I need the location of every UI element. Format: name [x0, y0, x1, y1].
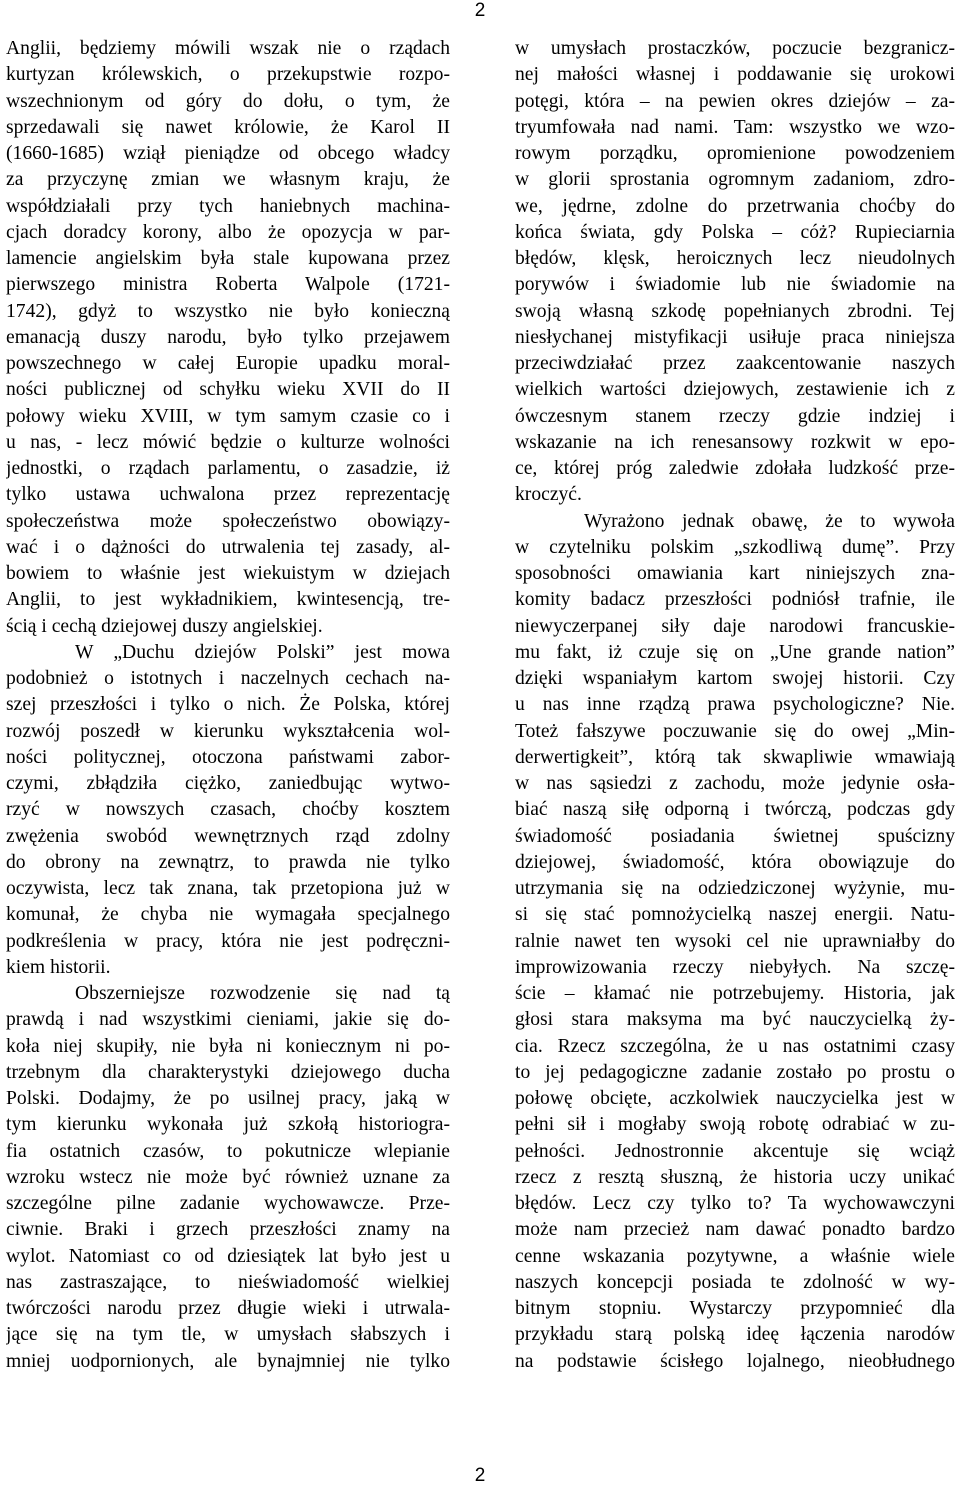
text-line: sprzedawali się nawet królowie, że Karol II	[6, 116, 450, 138]
text-line: ności politycznej, otoczona państwami zabor-	[6, 746, 450, 768]
text-line: w umysłach prostaczków, poczucie bezgranicz-	[515, 38, 955, 59]
text-line: prawdą i nad wszystkimi cieniami, jakie się do-	[6, 1009, 450, 1031]
text-line: szej przeszłości i tylko o nich. Że Polska, której	[6, 694, 450, 716]
text-line: mu fakt, iż czuje się on „Une grande nation”	[515, 641, 955, 663]
text-line: ności publicznej od schyłku wieku XVII do II	[6, 379, 450, 401]
text-line: błędów, klęsk, heroicznych lecz nieudolnych	[515, 248, 955, 269]
text-line: połowę obcięte, aczkolwiek nauczycielka jest w	[515, 1088, 955, 1109]
text-line: to jej pedagogiczne zadanie zostało po prostu o	[515, 1061, 955, 1083]
right-text-column	[515, 36, 955, 1375]
text-line: szczególne pilne zadanie wychowawcze. Prze-	[6, 1193, 450, 1214]
text-line: lamencie angielskim była stale kupowana przez	[6, 248, 450, 269]
text-line: pełności. Jednostronnie akcentuje się wciąż	[515, 1140, 955, 1162]
text-line: twórczości narodu przez długie wieki i utrwala-	[6, 1298, 450, 1319]
text-line: ścią i cechą dziejowej duszy angielskiej.	[6, 615, 323, 637]
text-line: improwizowania rzeczy niebyłych. Na szczę-	[515, 956, 955, 978]
text-line: Polski. Dodajmy, że po usilnej pracy, jaką w	[6, 1088, 450, 1109]
text-line: ce, której próg zaledwie zdołała ludzkość prze-	[515, 458, 955, 479]
text-line: porywów i świadomie lub nie świadomie na	[515, 274, 955, 296]
text-line: ralnie nawet ten wysoki cel nie uprawniałby do	[515, 930, 955, 952]
text-line: kroczyć.	[515, 484, 582, 506]
text-line: za przyczynę zmian we własnym kraju, że	[6, 169, 450, 191]
text-line: koła niej skupiły, nie była ni koniecznym ni po-	[6, 1035, 450, 1057]
text-line: ście – kłamać nie potrzebujemy. Historia, jak	[515, 983, 955, 1004]
text-line: kurtyzan królewskich, o przekupstwie rozpo-	[6, 64, 450, 86]
text-line: Wyrażono jednak obawę, że to wywoła	[584, 510, 955, 532]
text-line: sposobności omawiania kart niniejszych zna-	[515, 563, 955, 584]
text-line: utrzymania się na odziedziczonej wyżynie, mu-	[515, 878, 955, 899]
text-line: jednostki, o rządach parlamentu, o zasadzie, iż	[6, 458, 450, 479]
text-line: derwertigkeit”, którą tak skwapliwie wmawiają	[515, 746, 955, 768]
text-line: głosi stara maksyma ma być nauczycielką ży-	[515, 1009, 955, 1031]
text-line: przykładu starą polską ideę łączenia narodów	[515, 1324, 955, 1346]
text-line: tym kierunku wykonała już szkołą historiogra-	[6, 1114, 450, 1136]
text-line: społeczeństwa może społeczeństwo obowiązy-	[6, 510, 450, 532]
text-line: rzecz z resztą słuszną, że historia uczy unikać	[515, 1166, 955, 1188]
text-line: komunał, że chyba nie wymagała specjalnego	[6, 904, 450, 926]
text-line: dziejowej, świadomość, która obowiązuje do	[515, 851, 955, 873]
text-line: cenne wskazania pozytywne, a właśnie wiele	[515, 1245, 955, 1267]
text-line: mniej uodpornionych, ale bynajmniej nie tylko	[6, 1350, 450, 1372]
text-line: czymi, zbłądziła ciężko, zaniedbując wytwo-	[6, 773, 450, 794]
text-line: rozwój poszedł w kierunku wykształcenia wol-	[6, 720, 450, 742]
text-line: cia. Rzecz szczególna, że u nas ostatnimi czasy	[515, 1035, 955, 1057]
text-line: wzroku wstecz nie może być również uznane za	[6, 1166, 450, 1188]
text-line: świadomość posiadania świetnej spuścizny	[515, 825, 955, 847]
text-line: Anglii, to jest wykładnikiem, kwintesencją, tre-	[6, 589, 450, 611]
text-line: u nas, - lecz mówić będzie o kulturze wolności	[6, 431, 450, 453]
text-line: wszechnionym od góry do dołu, o tym, że	[6, 90, 450, 112]
text-line: trzebnym dla charakterystyki dziejowego ducha	[6, 1061, 450, 1083]
text-line: zwężenia swobód wewnętrznych rząd zdolny	[6, 825, 450, 847]
text-line: naszych koncepcji posiada te zdolność w wy-	[515, 1271, 955, 1293]
text-line: niewyczerpanej siły daje narodowi francuskie-	[515, 615, 955, 637]
text-line: Anglii, będziemy mówili wszak nie o rządach	[6, 38, 450, 59]
text-line: podobnież o istotnych i naczelnych cechach na-	[6, 668, 450, 689]
text-line: w czytelniku polskim „szkodliwą dumę”. Przy	[515, 536, 955, 558]
text-line: Toteż fałszywe poczuwanie się do owej „Min-	[515, 720, 955, 742]
text-line: emanacją duszy narodu, było tylko przejawem	[6, 326, 450, 348]
text-line: wskazanie na ich renesansowy rozkwit w epo-	[515, 431, 955, 453]
text-line: jące się na tym tle, w umysłach słabszych i	[6, 1324, 450, 1346]
text-line: si się stać pomnożycielką naszej energii. Natu-	[515, 904, 955, 926]
text-line: do obrony na zewnątrz, to prawda nie tylko	[6, 851, 450, 873]
text-line: ciwnie. Braki i grzech przeszłości znamy na	[6, 1219, 450, 1241]
text-line: rowym porządku, opromienione powodzeniem	[515, 143, 955, 164]
text-line: tryumfowała nad nami. Tam: wszystko we wzo-	[515, 116, 955, 138]
text-line: końca świata, gdy Polska – cóż? Rupieciarnia	[515, 221, 955, 243]
text-line: pierwszego ministra Roberta Walpole (1721-	[6, 274, 450, 296]
text-line: przeciwdziałać przez zaakcentowanie naszych	[515, 353, 955, 374]
text-line: biać naszą siłę odporną i twórczą, podczas gdy	[515, 799, 955, 821]
text-line: fia ostatnich czasów, to pokutnicze wlepianie	[6, 1140, 450, 1162]
page-number-top: 2	[474, 0, 486, 21]
text-line: bowiem to właśnie jest wiekuistym w dziejach	[6, 563, 450, 584]
text-line: dzięki wspaniałym kartom swojej historii. Czy	[515, 668, 955, 689]
text-line: we, jędrne, zdolne do przetrwania choćby do	[515, 195, 955, 217]
text-line: u nas inne rządzą prawa psychologiczne? Nie.	[515, 694, 955, 716]
text-line: 1742), gdyż to wszystko nie było konieczną	[6, 300, 450, 322]
text-line: nas zastraszające, to nieświadomość wielkiej	[6, 1271, 450, 1293]
text-line: cjach doradcy korony, albo że opozycja w par-	[6, 221, 450, 243]
text-line: ówczesnym stanem rzeczy gdzie indziej i	[515, 405, 955, 427]
text-line: pełni sił i mogłaby swoją robotę odrabiać w zu-	[515, 1114, 955, 1136]
text-line: nej małości własnej i poddawanie się urokowi	[515, 64, 955, 86]
page-number-bottom: 2	[474, 1465, 486, 1486]
text-line: Obszerniejsze rozwodzenie się nad tą	[75, 983, 450, 1004]
text-line: potęgi, która – na pewien okres dziejów – za-	[515, 90, 955, 112]
text-line: wielkich wartości dziejowych, zestawienie ich z	[515, 379, 955, 401]
text-line: W „Duchu dziejów Polski” jest mowa	[75, 641, 450, 663]
text-line: oczywista, lecz tak znana, tak przetopiona już w	[6, 878, 450, 899]
text-line: niesłychanej mistyfikacji usiłuje praca niniejsza	[515, 326, 955, 348]
text-line: tylko ustawa uchwalona przez reprezentację	[6, 484, 450, 506]
text-line: podkreślenia w pracy, która nie jest podręczni-	[6, 930, 450, 952]
text-line: rzyć w nowszych czasach, choćby kosztem	[6, 799, 450, 821]
text-line: kiem historii.	[6, 956, 111, 978]
text-line: w glorii sprostania ogromnym zadaniom, zdro-	[515, 169, 955, 191]
text-line: na podstawie ścisłego lojalnego, nieobłudnego	[515, 1350, 955, 1372]
text-line: komity badacz przeszłości podniósł trafnie, ile	[515, 589, 955, 611]
left-text-column	[6, 36, 450, 1375]
text-line: wać i o dążności do utrwalenia tej zasady, al-	[6, 536, 450, 558]
text-line: swoją własną szkodę popełnianych zbrodni. Tej	[515, 300, 955, 322]
text-line: powszechnego w całej Europie upadku moral-	[6, 353, 450, 374]
text-line: (1660-1685) wziął pieniądze od obcego władcy	[6, 143, 450, 164]
text-line: może nam przecież nam dawać ponadto bardzo	[515, 1219, 955, 1241]
text-line: współdziałali przy tych haniebnych machina-	[6, 195, 450, 217]
text-line: wylot. Natomiast co od dziesiątek lat było jest u	[6, 1245, 450, 1267]
text-line: w nas sąsiedzi z zachodu, może jedynie osła-	[515, 773, 955, 794]
text-line: bitnym stopniu. Wystarczy przypomnieć dla	[515, 1298, 955, 1319]
text-line: błędów. Lecz czy tylko to? Ta wychowawczyni	[515, 1193, 955, 1214]
text-line: połowy wieku XVIII, w tym samym czasie co i	[6, 405, 450, 427]
